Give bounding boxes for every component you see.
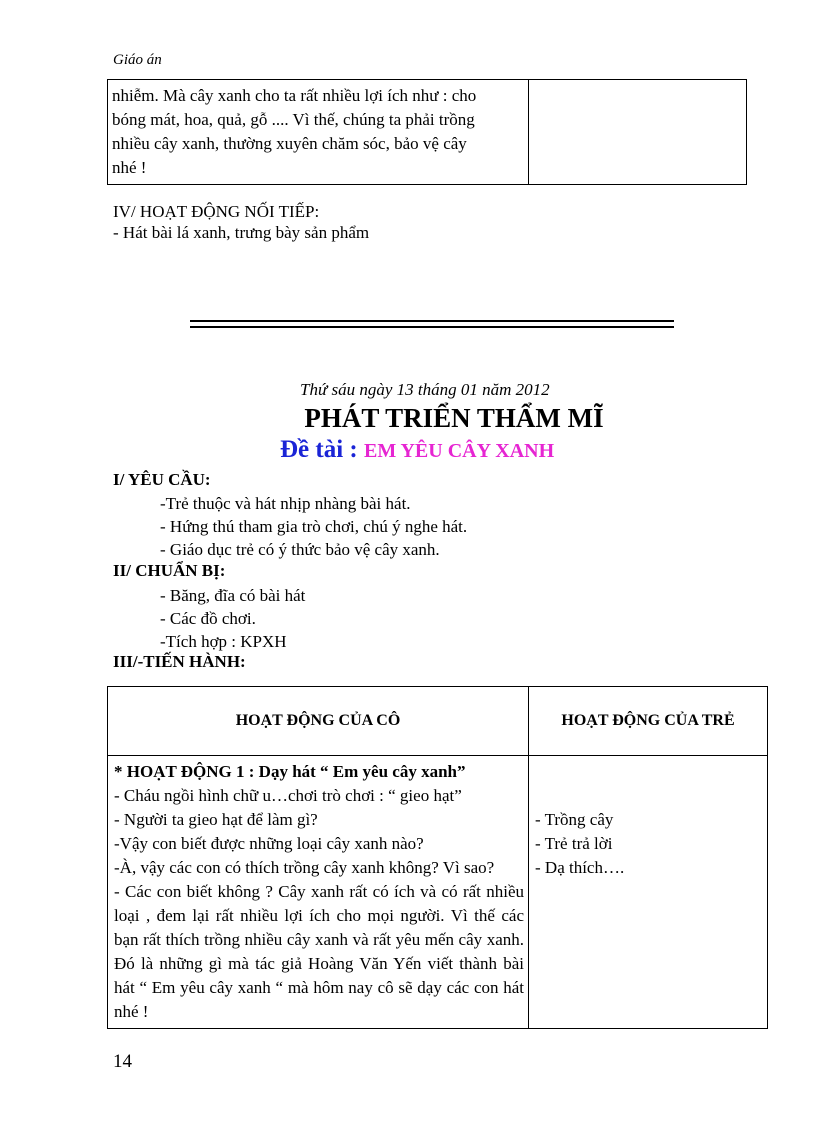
topic-label: Đề tài : <box>280 436 364 463</box>
activity-table <box>107 686 768 1029</box>
requirement-item: - Hứng thú tham gia trò chơi, chú ý nghe hát. <box>160 517 468 536</box>
page-number: 14 <box>113 1051 132 1072</box>
preparation-item: -Tích hợp : KPXH <box>160 632 287 651</box>
topic-value: EM YÊU CÂY XANH <box>364 440 555 462</box>
section4-heading: IV/ HOẠT ĐỘNG NỐI TIẾP: <box>113 202 320 221</box>
teacher-activity-cell <box>108 756 529 1029</box>
col-header-child: HOẠT ĐỘNG CỦA TRẺ <box>529 687 768 756</box>
top-table-left-cell <box>108 80 529 185</box>
requirement-item: -Trẻ thuộc và hát nhịp nhàng bài hát. <box>160 494 411 513</box>
divider-double-rule <box>190 320 674 328</box>
teacher-line: -À, vậy các con có thích trồng cây xanh không? Vì sao? <box>114 858 495 877</box>
teacher-line: - Cháu ngồi hình chữ u…chơi trò chơi : “ gieo hạt” <box>114 786 462 805</box>
child-activity-cell <box>529 756 768 1029</box>
lesson-date: Thứ sáu ngày 13 tháng 01 năm 2012 <box>300 380 550 399</box>
requirements-heading: I/ YÊU CẦU: <box>113 470 211 489</box>
section4-item: - Hát bài lá xanh, trưng bày sản phẩm <box>113 223 370 242</box>
header-text: Giáo án <box>113 52 162 68</box>
text-line: nhiều cây xanh, thường xuyên chăm sóc, bảo vệ cây <box>112 134 467 153</box>
text-line: nhé ! <box>112 158 147 177</box>
teacher-line: -Vậy con biết được những loại cây xanh nào? <box>114 834 424 853</box>
lesson-topic <box>280 436 554 464</box>
text-line: bóng mát, hoa, quả, gỗ .... Vì thế, chúng ta phải trồng <box>112 110 475 129</box>
lesson-title: PHÁT TRIỂN THẨM MĨ <box>304 403 604 433</box>
child-line: - Dạ thích…. <box>535 858 625 877</box>
teacher-line: - Người ta gieo hạt để làm gì? <box>114 810 318 829</box>
preparation-item: - Các đồ chơi. <box>160 609 256 628</box>
child-line: - Trẻ trả lời <box>535 834 613 853</box>
preparation-item: - Băng, đĩa có bài hát <box>160 586 306 605</box>
top-table <box>107 79 747 185</box>
requirement-item: - Giáo dục trẻ có ý thức bảo vệ cây xanh. <box>160 540 440 559</box>
child-line: - Trồng cây <box>535 810 614 829</box>
top-table-right-cell <box>528 80 746 185</box>
activity-heading: * HOẠT ĐỘNG 1 : Dạy hát “ Em yêu cây xanh” <box>114 762 466 781</box>
col-header-teacher: HOẠT ĐỘNG CỦA CÔ <box>108 687 529 756</box>
text-line: nhiễm. Mà cây xanh cho ta rất nhiều lợi ích như : cho <box>112 86 477 105</box>
preparation-heading: II/ CHUẨN BỊ: <box>113 561 226 580</box>
teacher-line: - Các con biết không ? Cây xanh rất có ích và có rất nhiều loại , đem lại rất nhiều lợi ích cho mọi người. Vì thế các bạn rất thích trồng nhiều cây xanh và rất yêu mến cây xanh. Đó là những gì mà tác giả Hoàng Văn Yến viết thành bài hát “ Em yêu cây xanh “ mà hôm nay cô sẽ dạy các con hát nhé ! <box>114 882 524 1021</box>
process-heading: III/-TIẾN HÀNH: <box>113 652 246 671</box>
